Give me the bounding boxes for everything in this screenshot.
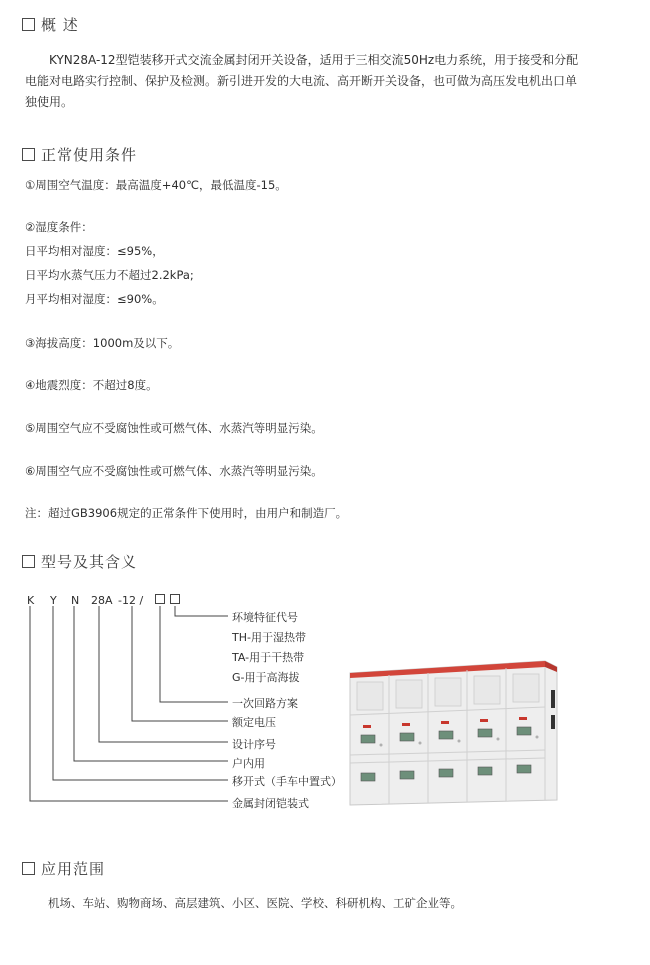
model-label-8: 移开式（手车中置式） <box>232 775 342 788</box>
model-label-6: 设计序号 <box>232 738 276 751</box>
condition-vapor-day: 日平均水蒸气压力不超过2.2kPa; <box>25 268 194 282</box>
model-label-7: 户内用 <box>232 757 265 770</box>
model-code-n: N <box>71 594 80 607</box>
condition-air-2: ⑥周围空气应不受腐蚀性或可燃气体、水蒸汽等明显污染。 <box>25 464 323 478</box>
checkbox-square-icon <box>22 862 35 875</box>
connector-metal-clad <box>30 606 228 801</box>
model-label-4: 一次回路方案 <box>232 697 298 710</box>
model-label-9: 金属封闭铠装式 <box>232 797 309 810</box>
connector-environment <box>175 606 228 616</box>
model-code-series: 28A <box>91 594 113 607</box>
connector-withdrawable <box>53 606 228 780</box>
condition-seismic: ④地震烈度：不超过8度。 <box>25 378 158 392</box>
condition-altitude: ③海拔高度：1000m及以下。 <box>25 336 180 350</box>
model-code-voltage: -12 / <box>118 594 144 607</box>
condition-humidity-day: 日平均相对湿度：≤95%， <box>25 244 164 258</box>
condition-humidity-month: 月平均相对湿度：≤90%。 <box>25 292 164 306</box>
section-title-model: 型号及其含义 <box>41 553 138 571</box>
model-label-1: TH-用于湿热带 <box>232 631 306 644</box>
condition-humidity-title: ②湿度条件： <box>25 220 93 234</box>
overview-paragraph: KYN28A-12型铠装移开式交流金属封闭开关设备，适用于三相交流50Hz电力系统，用于接受和分配电能对电路实行控制、保护及检测。新引进开发的大电流、高开断开关设备，也可做为高压发电机出口单独使用。 <box>25 53 579 109</box>
model-label-0: 环境特征代号 <box>232 611 298 624</box>
model-label-2: TA-用于干热带 <box>232 651 305 664</box>
model-label-3: G-用于高海拔 <box>232 671 300 684</box>
connector-circuit <box>160 606 228 702</box>
section-title-overview: 概 述 <box>41 16 79 34</box>
condition-air-1: ⑤周围空气应不受腐蚀性或可燃气体、水蒸汽等明显污染。 <box>25 421 323 435</box>
condition-temperature: ①周围空气温度：最高温度+40℃，最低温度-15。 <box>25 178 287 192</box>
section-title-conditions: 正常使用条件 <box>41 146 138 164</box>
connector-indoor <box>74 606 228 761</box>
model-code-k: K <box>27 594 35 607</box>
section-title-application: 应用范围 <box>41 860 106 878</box>
application-text: 机场、车站、购物商场、高层建筑、小区、医院、学校、科研机构、工矿企业等。 <box>48 896 462 910</box>
switchgear-cabinet-image <box>345 655 565 810</box>
model-label-5: 额定电压 <box>232 716 276 729</box>
condition-note: 注：超过GB3906规定的正常条件下使用时，由用户和制造厂。 <box>25 506 348 520</box>
connector-voltage <box>132 606 228 721</box>
model-code-y: Y <box>50 594 57 607</box>
section-application-header <box>22 858 105 879</box>
connector-design <box>99 606 228 742</box>
